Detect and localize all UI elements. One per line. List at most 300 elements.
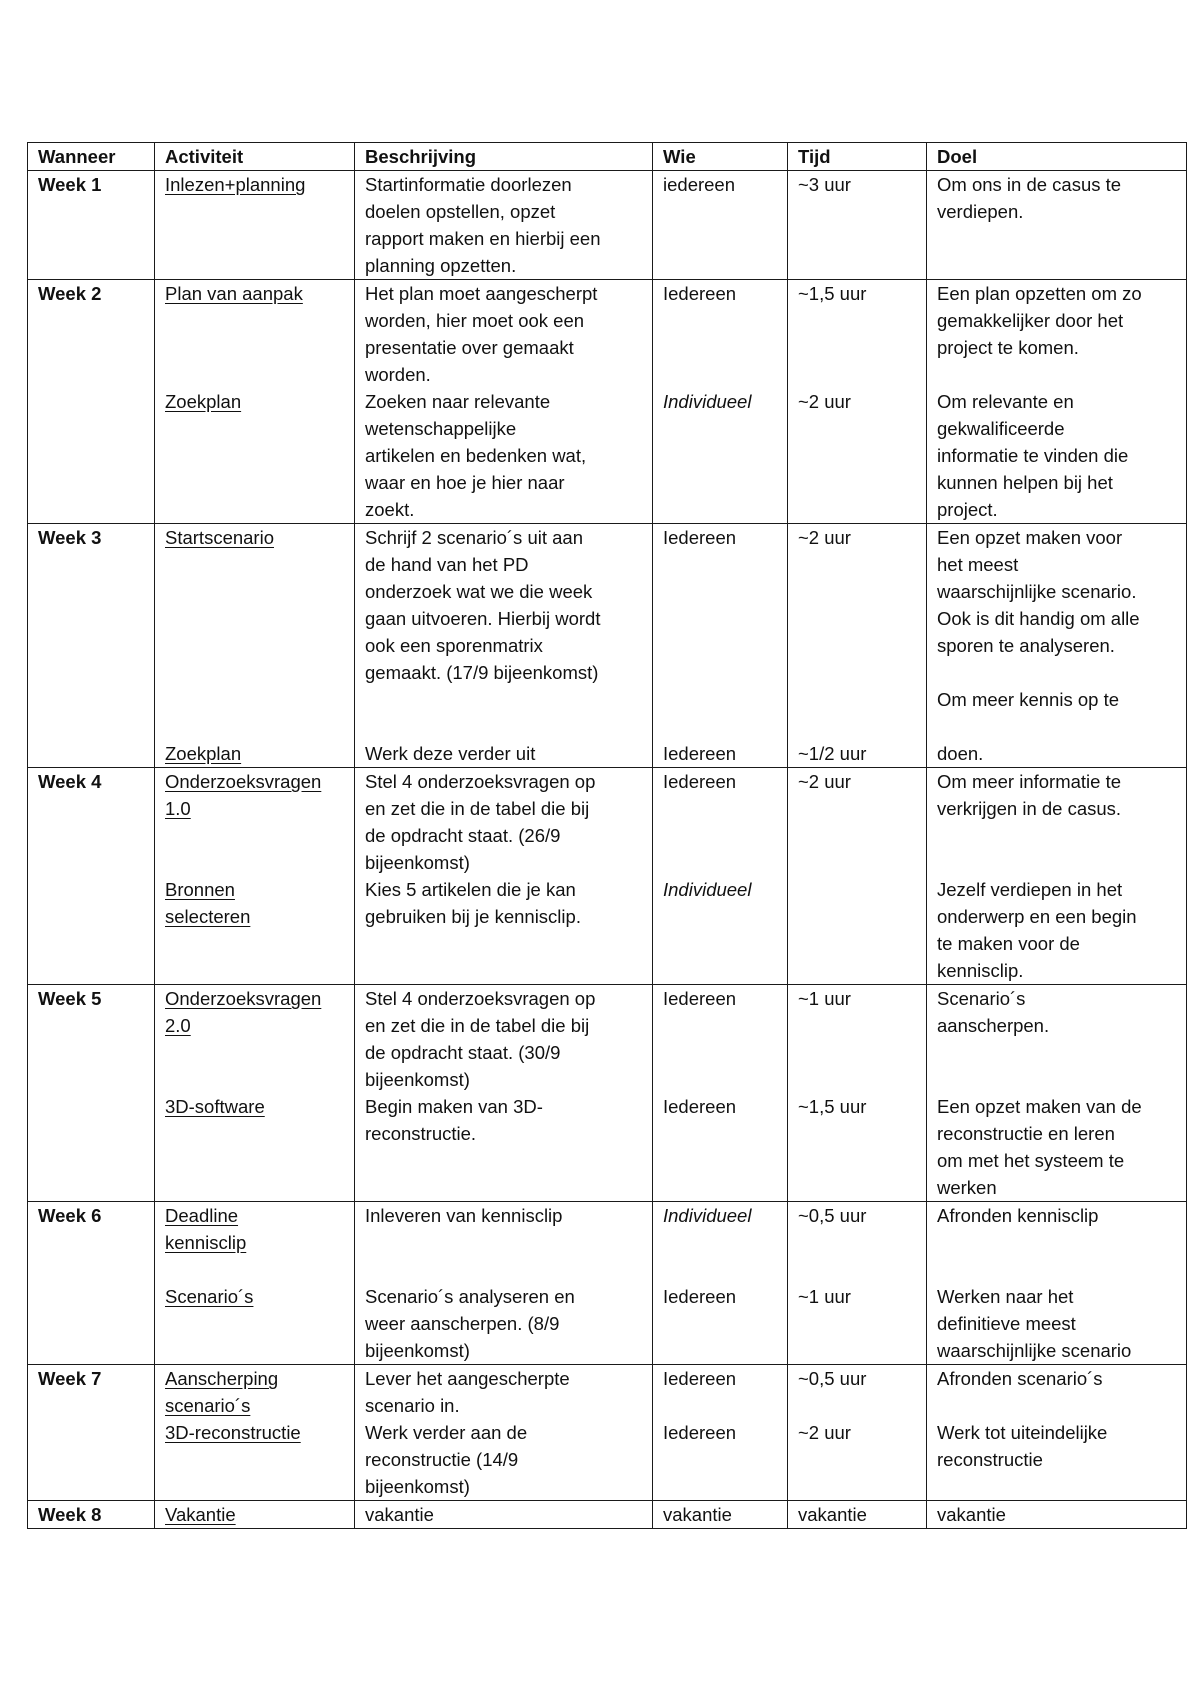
- beschrijving-line: zoekt.: [365, 499, 415, 520]
- wie-line: [663, 1337, 781, 1364]
- tijd-line: [798, 1066, 920, 1093]
- beschrijving-line: ook een sporenmatrix: [365, 635, 543, 656]
- wie-line: [663, 605, 781, 632]
- table-body: [28, 171, 1187, 1529]
- wie-line: [663, 795, 781, 822]
- tijd-line: [798, 551, 920, 578]
- cell-beschrijving: [355, 985, 653, 1202]
- beschrijving-line: [365, 1229, 646, 1256]
- doel-line: gemakkelijker door het: [937, 310, 1124, 331]
- tijd-line: ~2 uur: [798, 527, 851, 548]
- cell-activiteit: [155, 1202, 355, 1365]
- cell-wanneer: [28, 1202, 155, 1365]
- tijd-line: [798, 713, 920, 740]
- tijd-line: ~0,5 uur: [798, 1205, 867, 1226]
- week-label: Week 2: [38, 283, 102, 304]
- cell-tijd: [788, 280, 927, 524]
- tijd-line: ~0,5 uur: [798, 1368, 867, 1389]
- beschrijving-line: gaan uitvoeren. Hierbij wordt: [365, 608, 601, 629]
- wie-line: iedereen: [663, 174, 736, 195]
- tijd-line: [798, 659, 920, 686]
- cell-beschrijving: [355, 1501, 653, 1529]
- wie-line: [663, 198, 781, 225]
- activiteit-line: selecteren: [165, 906, 251, 927]
- beschrijving-line: artikelen en bedenken wat,: [365, 445, 587, 466]
- beschrijving-line: Begin maken van 3D-: [365, 1096, 543, 1117]
- activiteit-line: [165, 1066, 348, 1093]
- tijd-line: ~2 uur: [798, 771, 851, 792]
- wie-line: [663, 849, 781, 876]
- beschrijving-line: Scenario´s analyseren en: [365, 1286, 575, 1307]
- cell-doel: [927, 524, 1187, 768]
- doel-line: [937, 1229, 1180, 1256]
- tijd-line: [798, 361, 920, 388]
- doel-line: [937, 252, 1180, 279]
- cell-beschrijving: [355, 524, 653, 768]
- tijd-line: [798, 334, 920, 361]
- cell-activiteit: [155, 171, 355, 280]
- activiteit-line: [165, 225, 348, 252]
- tijd-line: [798, 307, 920, 334]
- wie-line: Individueel: [663, 391, 752, 412]
- tijd-line: [798, 442, 920, 469]
- beschrijving-line: gemaakt. (17/9 bijeenkomst): [365, 662, 599, 683]
- activiteit-line: Inlezen+planning: [165, 174, 306, 195]
- activiteit-line: [165, 713, 348, 740]
- activiteit-line: Vakantie: [165, 1504, 236, 1525]
- doel-line: [937, 361, 1180, 388]
- cell-wie: [653, 171, 788, 280]
- activiteit-line: Bronnen: [165, 879, 235, 900]
- activiteit-line: [165, 659, 348, 686]
- cell-activiteit: [155, 280, 355, 524]
- beschrijving-line: onderzoek wat we die week: [365, 581, 593, 602]
- cell-activiteit: [155, 768, 355, 985]
- wie-line: vakantie: [663, 1504, 732, 1525]
- doel-line: [937, 1039, 1180, 1066]
- tijd-line: [798, 469, 920, 496]
- activiteit-line: [165, 307, 348, 334]
- table-row: [28, 1202, 1187, 1365]
- cell-wie: [653, 768, 788, 985]
- cell-beschrijving: [355, 1202, 653, 1365]
- activiteit-line: [165, 1337, 348, 1364]
- planning-table: [27, 142, 1187, 1529]
- wie-line: [663, 415, 781, 442]
- wie-line: [663, 1147, 781, 1174]
- tijd-line: ~2 uur: [798, 391, 851, 412]
- beschrijving-line: en zet die in de tabel die bij: [365, 798, 590, 819]
- wie-line: [663, 822, 781, 849]
- week-label: Week 4: [38, 771, 102, 792]
- beschrijving-line: [365, 686, 646, 713]
- activiteit-line: Onderzoeksvragen: [165, 988, 322, 1009]
- cell-activiteit: [155, 1501, 355, 1529]
- cell-tijd: [788, 524, 927, 768]
- activiteit-line: Zoekplan: [165, 391, 242, 412]
- cell-tijd: [788, 1202, 927, 1365]
- cell-wanneer: [28, 1365, 155, 1501]
- wie-line: [663, 903, 781, 930]
- wie-line: [663, 957, 781, 984]
- header-beschrijving: Beschrijving: [355, 143, 653, 171]
- wie-line: [663, 1473, 781, 1500]
- doel-line: Om relevante en: [937, 391, 1074, 412]
- beschrijving-line: bijeenkomst): [365, 1476, 470, 1497]
- cell-wanneer: [28, 171, 155, 280]
- tijd-line: [798, 876, 920, 903]
- tijd-line: [798, 198, 920, 225]
- activiteit-line: Aanscherping: [165, 1368, 279, 1389]
- beschrijving-line: [365, 1174, 646, 1201]
- wie-line: [663, 930, 781, 957]
- wie-line: [663, 1066, 781, 1093]
- beschrijving-line: Werk verder aan de: [365, 1422, 528, 1443]
- doel-line: Een opzet maken van de: [937, 1096, 1142, 1117]
- cell-wanneer: [28, 280, 155, 524]
- activiteit-line: [165, 496, 348, 523]
- activiteit-line: [165, 1174, 348, 1201]
- tijd-line: [798, 795, 920, 822]
- beschrijving-line: Zoeken naar relevante: [365, 391, 551, 412]
- activiteit-line: [165, 198, 348, 225]
- beschrijving-line: worden, hier moet ook een: [365, 310, 585, 331]
- beschrijving-line: scenario in.: [365, 1395, 460, 1416]
- beschrijving-line: de opdracht staat. (30/9: [365, 1042, 561, 1063]
- doel-line: het meest: [937, 554, 1019, 575]
- table-row: [28, 1365, 1187, 1501]
- beschrijving-line: bijeenkomst): [365, 852, 470, 873]
- wie-line: [663, 252, 781, 279]
- wie-line: [663, 1012, 781, 1039]
- beschrijving-line: de opdracht staat. (26/9: [365, 825, 561, 846]
- doel-line: Jezelf verdiepen in het: [937, 879, 1123, 900]
- wie-line: Iedereen: [663, 743, 737, 764]
- cell-beschrijving: [355, 768, 653, 985]
- tijd-line: vakantie: [798, 1504, 867, 1525]
- wie-line: [663, 496, 781, 523]
- table-row: [28, 280, 1187, 524]
- tijd-line: [798, 1310, 920, 1337]
- beschrijving-line: Inleveren van kennisclip: [365, 1205, 563, 1226]
- wie-line: [663, 334, 781, 361]
- wie-line: Iedereen: [663, 1368, 737, 1389]
- tijd-line: [798, 686, 920, 713]
- activiteit-line: Deadline: [165, 1205, 239, 1226]
- tijd-line: [798, 957, 920, 984]
- week-label: Week 6: [38, 1205, 102, 1226]
- activiteit-line: [165, 1120, 348, 1147]
- cell-activiteit: [155, 524, 355, 768]
- doel-line: definitieve meest: [937, 1313, 1076, 1334]
- activiteit-line: [165, 469, 348, 496]
- activiteit-line: [165, 252, 348, 279]
- tijd-line: [798, 1473, 920, 1500]
- activiteit-line: Plan van aanpak: [165, 283, 303, 304]
- wie-line: [663, 1256, 781, 1283]
- beschrijving-line: planning opzetten.: [365, 255, 517, 276]
- header-activiteit: Activiteit: [155, 143, 355, 171]
- wie-line: Iedereen: [663, 1286, 737, 1307]
- tijd-line: [798, 578, 920, 605]
- week-label: Week 8: [38, 1504, 102, 1525]
- doel-line: te maken voor de: [937, 933, 1080, 954]
- beschrijving-line: Stel 4 onderzoeksvragen op: [365, 771, 596, 792]
- cell-wie: [653, 985, 788, 1202]
- wie-line: [663, 307, 781, 334]
- beschrijving-line: de hand van het PD: [365, 554, 529, 575]
- table-row: [28, 985, 1187, 1202]
- wie-line: [663, 1229, 781, 1256]
- activiteit-line: [165, 1147, 348, 1174]
- doel-line: Om ons in de casus te: [937, 174, 1122, 195]
- tijd-line: [798, 1337, 920, 1364]
- header-wanneer: Wanneer: [28, 143, 155, 171]
- tijd-line: [798, 1012, 920, 1039]
- doel-line: Om meer informatie te: [937, 771, 1122, 792]
- beschrijving-line: [365, 957, 646, 984]
- activiteit-line: Scenario´s: [165, 1286, 254, 1307]
- tijd-line: ~1/2 uur: [798, 743, 867, 764]
- beschrijving-line: reconstructie.: [365, 1123, 477, 1144]
- doel-line: Een opzet maken voor: [937, 527, 1123, 548]
- doel-line: [937, 849, 1180, 876]
- beschrijving-line: [365, 930, 646, 957]
- wie-line: [663, 1120, 781, 1147]
- activiteit-line: 3D-reconstructie: [165, 1422, 301, 1443]
- cell-tijd: [788, 768, 927, 985]
- doel-line: om met het systeem te: [937, 1150, 1125, 1171]
- beschrijving-line: bijeenkomst): [365, 1340, 470, 1361]
- cell-wie: [653, 1501, 788, 1529]
- cell-activiteit: [155, 1365, 355, 1501]
- cell-doel: [927, 985, 1187, 1202]
- cell-tijd: [788, 171, 927, 280]
- doel-line: [937, 713, 1180, 740]
- cell-activiteit: [155, 985, 355, 1202]
- tijd-line: [798, 225, 920, 252]
- tijd-line: ~2 uur: [798, 1422, 851, 1443]
- tijd-line: [798, 1229, 920, 1256]
- cell-wanneer: [28, 768, 155, 985]
- wie-line: [663, 442, 781, 469]
- cell-tijd: [788, 1501, 927, 1529]
- activiteit-line: [165, 930, 348, 957]
- doel-line: informatie te vinden die: [937, 445, 1129, 466]
- doel-line: verdiepen.: [937, 201, 1024, 222]
- tijd-line: [798, 1256, 920, 1283]
- tijd-line: [798, 252, 920, 279]
- tijd-line: [798, 1147, 920, 1174]
- beschrijving-line: presentatie over gemaakt: [365, 337, 574, 358]
- tijd-line: [798, 632, 920, 659]
- cell-doel: [927, 1501, 1187, 1529]
- activiteit-line: [165, 1256, 348, 1283]
- cell-wie: [653, 524, 788, 768]
- tijd-line: [798, 903, 920, 930]
- activiteit-line: [165, 1039, 348, 1066]
- beschrijving-line: worden.: [365, 364, 431, 385]
- doel-line: [937, 225, 1180, 252]
- cell-tijd: [788, 1365, 927, 1501]
- wie-line: Iedereen: [663, 988, 737, 1009]
- beschrijving-line: Kies 5 artikelen die je kan: [365, 879, 576, 900]
- doel-line: [937, 1392, 1180, 1419]
- beschrijving-line: Schrijf 2 scenario´s uit aan: [365, 527, 583, 548]
- beschrijving-line: [365, 1147, 646, 1174]
- doel-line: gekwalificeerde: [937, 418, 1065, 439]
- doel-line: verkrijgen in de casus.: [937, 798, 1122, 819]
- activiteit-line: 3D-software: [165, 1096, 265, 1117]
- doel-line: [937, 1473, 1180, 1500]
- wie-line: Iedereen: [663, 527, 737, 548]
- activiteit-line: Zoekplan: [165, 743, 242, 764]
- beschrijving-line: gebruiken bij je kennisclip.: [365, 906, 581, 927]
- cell-tijd: [788, 985, 927, 1202]
- doel-line: Een plan opzetten om zo: [937, 283, 1142, 304]
- doel-line: reconstructie: [937, 1449, 1043, 1470]
- tijd-line: [798, 1174, 920, 1201]
- doel-line: project te komen.: [937, 337, 1079, 358]
- activiteit-line: [165, 442, 348, 469]
- doel-line: Scenario´s: [937, 988, 1026, 1009]
- activiteit-line: 2.0: [165, 1015, 191, 1036]
- cell-doel: [927, 1365, 1187, 1501]
- cell-doel: [927, 768, 1187, 985]
- beschrijving-line: [365, 1256, 646, 1283]
- tijd-line: [798, 1392, 920, 1419]
- tijd-line: [798, 1446, 920, 1473]
- activiteit-line: [165, 551, 348, 578]
- wie-line: [663, 1446, 781, 1473]
- tijd-line: [798, 415, 920, 442]
- activiteit-line: scenario´s: [165, 1395, 251, 1416]
- tijd-line: [798, 930, 920, 957]
- doel-line: Ook is dit handig om alle: [937, 608, 1140, 629]
- week-label: Week 1: [38, 174, 102, 195]
- beschrijving-line: Werk deze verder uit: [365, 743, 536, 764]
- beschrijving-line: Het plan moet aangescherpt: [365, 283, 598, 304]
- doel-line: aanscherpen.: [937, 1015, 1050, 1036]
- beschrijving-line: reconstructie (14/9: [365, 1449, 519, 1470]
- doel-line: Werk tot uiteindelijke: [937, 1422, 1108, 1443]
- wie-line: [663, 469, 781, 496]
- activiteit-line: kennisclip: [165, 1232, 247, 1253]
- cell-wie: [653, 280, 788, 524]
- beschrijving-line: Stel 4 onderzoeksvragen op: [365, 988, 596, 1009]
- doel-line: sporen te analyseren.: [937, 635, 1115, 656]
- doel-line: Afronden scenario´s: [937, 1368, 1103, 1389]
- tijd-line: [798, 496, 920, 523]
- doel-line: waarschijnlijke scenario: [937, 1340, 1132, 1361]
- beschrijving-line: en zet die in de tabel die bij: [365, 1015, 590, 1036]
- cell-wie: [653, 1365, 788, 1501]
- cell-beschrijving: [355, 280, 653, 524]
- tijd-line: ~1,5 uur: [798, 1096, 867, 1117]
- activiteit-line: 1.0: [165, 798, 191, 819]
- cell-wanneer: [28, 524, 155, 768]
- beschrijving-line: rapport maken en hierbij een: [365, 228, 601, 249]
- activiteit-line: [165, 1473, 348, 1500]
- activiteit-line: Onderzoeksvragen: [165, 771, 322, 792]
- wie-line: Individueel: [663, 1205, 752, 1226]
- table-row: [28, 768, 1187, 985]
- doel-line: [937, 1256, 1180, 1283]
- beschrijving-line: weer aanscherpen. (8/9: [365, 1313, 560, 1334]
- doel-line: werken: [937, 1177, 997, 1198]
- doel-line: [937, 1066, 1180, 1093]
- doel-line: [937, 659, 1180, 686]
- wie-line: Iedereen: [663, 1096, 737, 1117]
- activiteit-line: [165, 686, 348, 713]
- table-row: [28, 1501, 1187, 1529]
- activiteit-line: [165, 361, 348, 388]
- table-row: [28, 171, 1187, 280]
- wie-line: [663, 361, 781, 388]
- doel-line: kunnen helpen bij het: [937, 472, 1113, 493]
- beschrijving-line: Lever het aangescherpte: [365, 1368, 570, 1389]
- doel-line: Werken naar het: [937, 1286, 1074, 1307]
- beschrijving-line: vakantie: [365, 1504, 434, 1525]
- wie-line: Iedereen: [663, 283, 737, 304]
- doel-line: [937, 822, 1180, 849]
- wie-line: Iedereen: [663, 1422, 737, 1443]
- wie-line: [663, 1174, 781, 1201]
- cell-wanneer: [28, 1501, 155, 1529]
- wie-line: [663, 632, 781, 659]
- cell-doel: [927, 280, 1187, 524]
- tijd-line: [798, 1120, 920, 1147]
- tijd-line: ~3 uur: [798, 174, 851, 195]
- beschrijving-line: Startinformatie doorlezen: [365, 174, 572, 195]
- wie-line: [663, 1039, 781, 1066]
- wie-line: [663, 686, 781, 713]
- cell-beschrijving: [355, 171, 653, 280]
- beschrijving-line: bijeenkomst): [365, 1069, 470, 1090]
- activiteit-line: Startscenario: [165, 527, 274, 548]
- beschrijving-line: wetenschappelijke: [365, 418, 517, 439]
- activiteit-line: [165, 632, 348, 659]
- doel-line: Afronden kennisclip: [937, 1205, 1099, 1226]
- activiteit-line: [165, 822, 348, 849]
- wie-line: [663, 1310, 781, 1337]
- week-label: Week 3: [38, 527, 102, 548]
- activiteit-line: [165, 334, 348, 361]
- wie-line: [663, 659, 781, 686]
- wie-line: [663, 551, 781, 578]
- tijd-line: [798, 822, 920, 849]
- cell-wie: [653, 1202, 788, 1365]
- activiteit-line: [165, 1446, 348, 1473]
- activiteit-line: [165, 415, 348, 442]
- wie-line: [663, 713, 781, 740]
- wie-line: [663, 225, 781, 252]
- header-tijd: Tijd: [788, 143, 927, 171]
- header-wie: Wie: [653, 143, 788, 171]
- doel-line: kennisclip.: [937, 960, 1024, 981]
- week-label: Week 5: [38, 988, 102, 1009]
- doel-line: vakantie: [937, 1504, 1006, 1525]
- cell-doel: [927, 171, 1187, 280]
- tijd-line: ~1,5 uur: [798, 283, 867, 304]
- cell-doel: [927, 1202, 1187, 1365]
- header-doel: Doel: [927, 143, 1187, 171]
- activiteit-line: [165, 1310, 348, 1337]
- doel-line: Om meer kennis op te: [937, 689, 1119, 710]
- activiteit-line: [165, 849, 348, 876]
- activiteit-line: [165, 578, 348, 605]
- activiteit-line: [165, 605, 348, 632]
